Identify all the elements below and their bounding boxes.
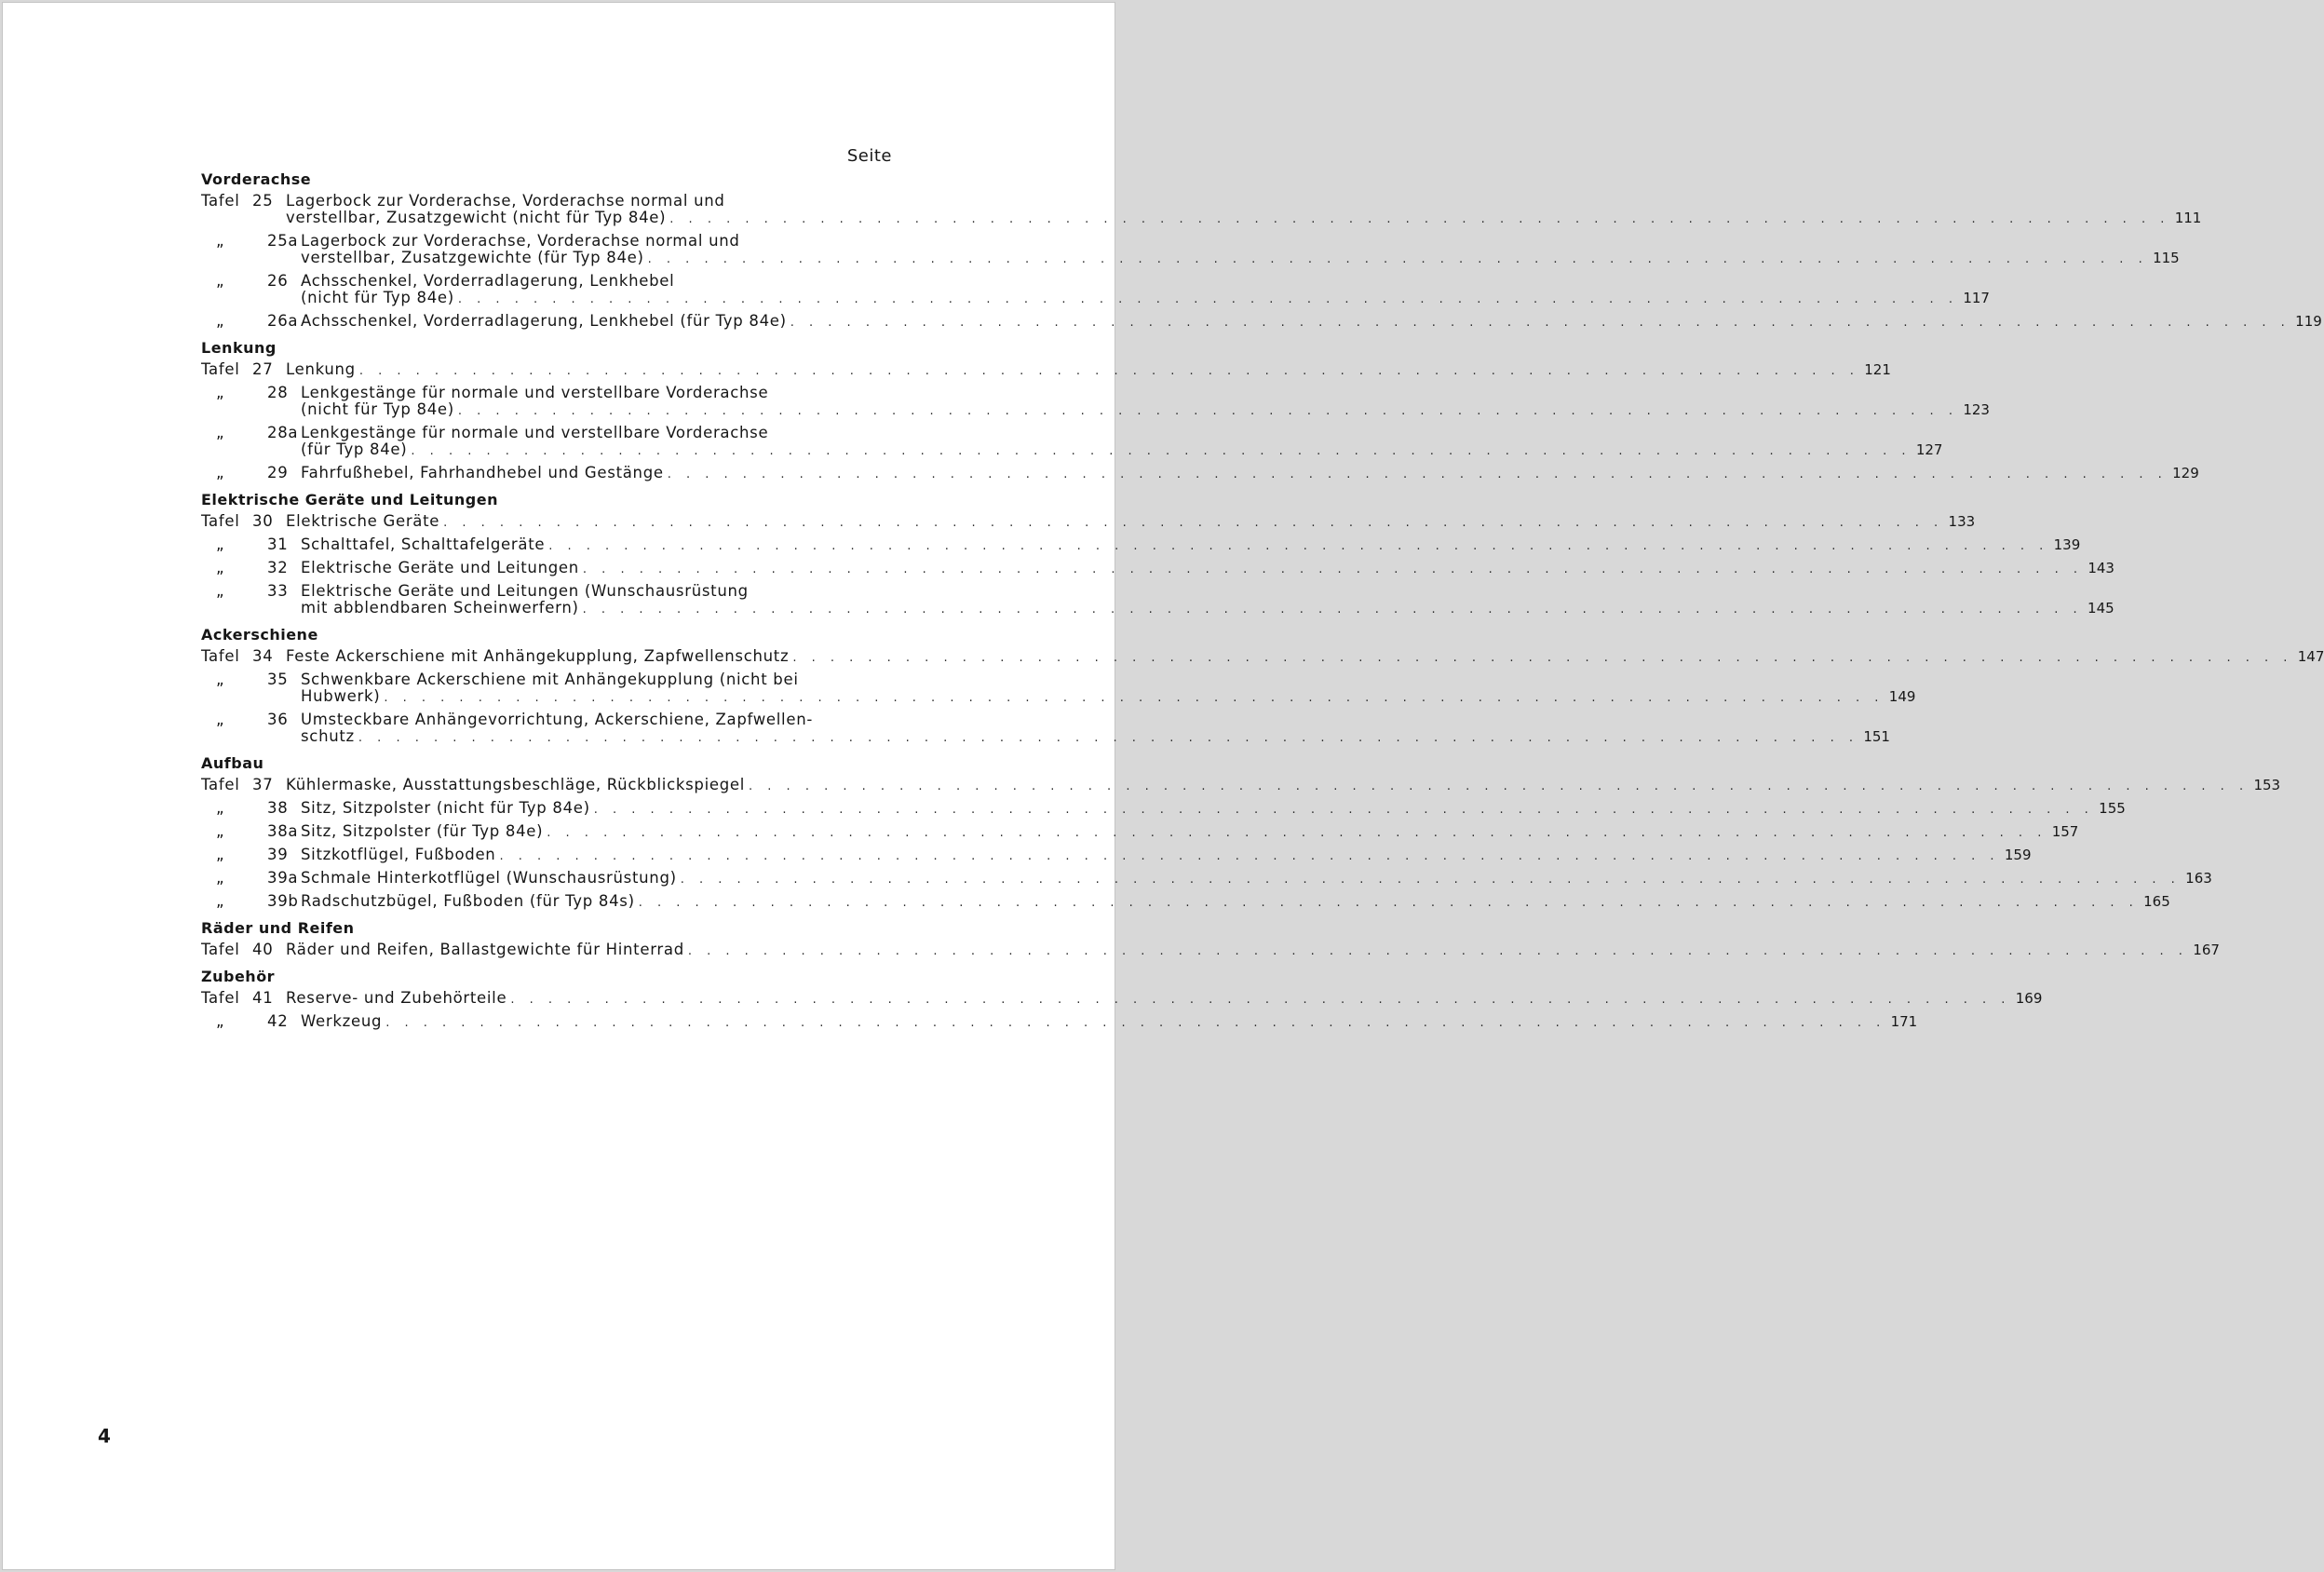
entry-line [301, 892, 2170, 912]
plate-label: „ [216, 711, 225, 728]
toc-entry [201, 512, 1976, 532]
entry-line [301, 385, 892, 401]
page-reference: 139 [2053, 536, 2081, 553]
entry-text: Sitzkotflügel, Fußboden [301, 846, 496, 863]
entry-line [301, 273, 892, 290]
page-reference: 169 [2015, 990, 2043, 1007]
page-number: 4 [98, 1425, 111, 1447]
toc-section [201, 170, 2322, 332]
entry-text: Kühlermaske, Ausstattungsbeschläge, Rückblickspiegel [286, 776, 746, 793]
toc-section [201, 919, 2220, 960]
dot-leader: . . . . . . . . . . . . . . . . . . . . . . . . . . . . . . . . . . . . . . . . . . . . . . . . . . . . . . . . . . . . . . . . . . . . . . . . . . . . . . . . [638, 896, 2139, 910]
page-reference: 151 [1863, 728, 1890, 745]
toc-entry [201, 846, 2032, 865]
plate-number: 34 [252, 647, 274, 665]
dot-leader: . . . . . . . . . . . . . . . . . . . . . . . . . . . . . . . . . . . . . . . . . . . . . . . . . . . . . . . . . . . . . . . . . . . . . . . . . . . . . . . . [384, 691, 1885, 705]
entry-description [301, 424, 1943, 460]
entry-line [301, 727, 1890, 747]
toc-entry [201, 869, 2212, 888]
entry-description [301, 464, 2199, 483]
entry-text: (nicht für Typ 84e) [301, 400, 454, 418]
page-reference: 149 [1888, 688, 1916, 705]
entry-description [301, 799, 2126, 819]
page-reference: 111 [2174, 210, 2202, 226]
dot-leader: . . . . . . . . . . . . . . . . . . . . . . . . . . . . . . . . . . . . . . . . . . . . . . . . . . . . . . . . . . . . . . . . . . . . . . . . . . . . . . . . [457, 292, 1958, 306]
page-reference: 145 [2088, 600, 2115, 617]
entry-line [301, 425, 892, 441]
entry-line [301, 559, 2115, 578]
entry-line [286, 209, 2202, 228]
entry-description [286, 989, 2043, 1009]
plate-label: „ [216, 535, 225, 553]
toc-entry [201, 424, 1943, 460]
entry-text: verstellbar, Zusatzgewicht (nicht für Typ 84e) [286, 209, 667, 226]
toc-entry [201, 272, 1990, 308]
entry-description [286, 192, 2202, 228]
toc-entry [201, 1012, 1918, 1032]
entry-description [301, 559, 2115, 578]
plate-label: Tafel [201, 192, 240, 210]
plate-label: „ [216, 312, 225, 330]
entry-text: Lenkung [286, 360, 356, 378]
page-reference: 155 [2099, 800, 2126, 817]
plate-number: 28a [267, 424, 299, 441]
entry-text: Elektrische Geräte und Leitungen [301, 559, 579, 576]
dot-leader: . . . . . . . . . . . . . . . . . . . . . . . . . . . . . . . . . . . . . . . . . . . . . . . . . . . . . . . . . . . . . . . . . . . . . . . . . . . . . . . . [499, 849, 2000, 863]
toc-entry [201, 776, 2281, 795]
plate-label: Tafel [201, 989, 240, 1007]
entry-line [301, 583, 892, 600]
entry-description [286, 360, 1891, 380]
plate-number: 39a [267, 869, 299, 887]
entry-line [301, 711, 892, 728]
entry-description [301, 582, 2115, 618]
entry-line [286, 512, 1976, 532]
entry-line [301, 535, 2081, 555]
plate-label: „ [216, 559, 225, 576]
toc-section [201, 754, 2281, 912]
entry-text: Schmale Hinterkotflügel (Wunschausrüstung) [301, 869, 677, 887]
entry-line [301, 846, 2032, 865]
entry-line [301, 289, 1990, 308]
entry-text: Räder und Reifen, Ballastgewichte für Hinterrad [286, 941, 684, 958]
plate-label: „ [216, 424, 225, 441]
plate-label: Tafel [201, 941, 240, 958]
plate-number: 31 [267, 535, 289, 553]
entry-line [301, 464, 2199, 483]
plate-label: „ [216, 272, 225, 290]
plate-number: 29 [267, 464, 289, 481]
entry-text: Lenkgestänge für normale und verstellbare Vorderachse [301, 384, 769, 401]
table-of-contents [201, 142, 2324, 1037]
plate-label: „ [216, 384, 225, 401]
dot-leader: . . . . . . . . . . . . . . . . . . . . . . . . . . . . . . . . . . . . . . . . . . . . . . . . . . . . . . . . . . . . . . . . . . . . . . . . . . . . . . . . [358, 364, 1859, 378]
toc-entry [201, 312, 2322, 332]
page-reference: 147 [2297, 648, 2324, 665]
toc-entry [201, 360, 1891, 380]
plate-number: 39b [267, 892, 299, 910]
entry-text: mit abblendbaren Scheinwerfern) [301, 599, 579, 617]
section-heading: Ackerschiene [201, 626, 318, 644]
entry-text: Umsteckbare Anhängevorrichtung, Ackerschiene, Zapfwellen- [301, 711, 814, 728]
entry-line [301, 599, 2115, 618]
dot-leader: . . . . . . . . . . . . . . . . . . . . . . . . . . . . . . . . . . . . . . . . . . . . . . . . . . . . . . . . . . . . . . . . . . . . . . . . . . . . . . . . [358, 731, 1858, 745]
page-reference: 129 [2172, 465, 2199, 481]
entry-line [301, 400, 1990, 420]
entry-line [301, 869, 2212, 888]
page-reference: 159 [2004, 847, 2032, 863]
entry-text: Achsschenkel, Vorderradlagerung, Lenkhebel (für Typ 84e) [301, 312, 787, 330]
entry-line [301, 799, 2126, 819]
entry-description [301, 1012, 1918, 1032]
entry-description [301, 869, 2212, 888]
entry-line [286, 360, 1891, 380]
entry-text: Radschutzbügel, Fußboden (für Typ 84s) [301, 892, 635, 910]
entry-text: (nicht für Typ 84e) [301, 289, 454, 306]
section-heading: Lenkung [201, 339, 277, 357]
plate-label: „ [216, 846, 225, 863]
plate-number: 39 [267, 846, 289, 863]
plate-number: 41 [252, 989, 274, 1007]
toc-entry [201, 192, 2202, 228]
dot-leader: . . . . . . . . . . . . . . . . . . . . . . . . . . . . . . . . . . . . . . . . . . . . . . . . . . . . . . . . . . . . . . . . . . . . . . . . . . . . . . . . [547, 826, 2047, 840]
page-reference: 165 [2143, 893, 2170, 910]
plate-number: 26a [267, 312, 299, 330]
entry-text: Elektrische Geräte [286, 512, 440, 530]
plate-label: „ [216, 232, 225, 250]
dot-leader: . . . . . . . . . . . . . . . . . . . . . . . . . . . . . . . . . . . . . . . . . . . . . . . . . . . . . . . . . . . . . . . . . . . . . . . . . . . . . . . . [680, 873, 2181, 887]
dot-leader: . . . . . . . . . . . . . . . . . . . . . . . . . . . . . . . . . . . . . . . . . . . . . . . . . . . . . . . . . . . . . . . . . . . . . . . . . . . . . . . . [669, 212, 2170, 226]
entry-text: Lenkgestänge für normale und verstellbare Vorderachse [301, 424, 769, 441]
toc-entry [201, 989, 2043, 1009]
dot-leader: . . . . . . . . . . . . . . . . . . . . . . . . . . . . . . . . . . . . . . . . . . . . . . . . . . . . . . . . . . . . . . . . . . . . . . . . . . . . . . . . [582, 562, 2083, 576]
entry-description [301, 535, 2081, 555]
plate-number: 42 [267, 1012, 289, 1030]
entry-text: Achsschenkel, Vorderradlagerung, Lenkhebel [301, 272, 675, 290]
plate-label: „ [216, 582, 225, 600]
entry-text: (für Typ 84e) [301, 440, 408, 458]
toc-entry [201, 464, 2199, 483]
entry-line [286, 193, 892, 210]
plate-number: 25 [252, 192, 274, 210]
section-heading: Zubehör [201, 968, 276, 985]
toc-entry [201, 647, 2324, 667]
plate-label: Tafel [201, 512, 240, 530]
dot-leader: . . . . . . . . . . . . . . . . . . . . . . . . . . . . . . . . . . . . . . . . . . . . . . . . . . . . . . . . . . . . . . . . . . . . . . . . . . . . . . . . [667, 468, 2168, 481]
entry-line [301, 312, 2322, 332]
dot-leader: . . . . . . . . . . . . . . . . . . . . . . . . . . . . . . . . . . . . . . . . . . . . . . . . . . . . . . . . . . . . . . . . . . . . . . . . . . . . . . . . [687, 944, 2188, 958]
entry-text: Lagerbock zur Vorderachse, Vorderachse normal und [301, 232, 740, 250]
plate-label: Tafel [201, 776, 240, 793]
dot-leader: . . . . . . . . . . . . . . . . . . . . . . . . . . . . . . . . . . . . . . . . . . . . . . . . . . . . . . . . . . . . . . . . . . . . . . . . . . . . . . . . [792, 651, 2293, 665]
page-reference: 115 [2153, 250, 2180, 266]
entry-line [301, 822, 2079, 842]
dot-leader: . . . . . . . . . . . . . . . . . . . . . . . . . . . . . . . . . . . . . . . . . . . . . . . . . . . . . . . . . . . . . . . . . . . . . . . . . . . . . . . . [443, 516, 1944, 530]
dot-leader: . . . . . . . . . . . . . . . . . . . . . . . . . . . . . . . . . . . . . . . . . . . . . . . . . . . . . . . . . . . . . . . . . . . . . . . . . . . . . . . . [548, 539, 2049, 553]
dot-leader: . . . . . . . . . . . . . . . . . . . . . . . . . . . . . . . . . . . . . . . . . . . . . . . . . . . . . . . . . . . . . . . . . . . . . . . . . . . . . . . . [510, 993, 2011, 1007]
page-reference: 171 [1890, 1013, 1918, 1030]
entry-text: Schwenkbare Ackerschiene mit Anhängekupplung (nicht bei [301, 671, 799, 688]
toc-entry [201, 671, 1916, 707]
section-heading: Räder und Reifen [201, 919, 355, 937]
plate-number: 33 [267, 582, 289, 600]
plate-number: 27 [252, 360, 274, 378]
dot-leader: . . . . . . . . . . . . . . . . . . . . . . . . . . . . . . . . . . . . . . . . . . . . . . . . . . . . . . . . . . . . . . . . . . . . . . . . . . . . . . . . [790, 316, 2290, 330]
dot-leader: . . . . . . . . . . . . . . . . . . . . . . . . . . . . . . . . . . . . . . . . . . . . . . . . . . . . . . . . . . . . . . . . . . . . . . . . . . . . . . . . [411, 444, 1912, 458]
page-reference: 167 [2193, 942, 2220, 958]
entry-line [301, 1012, 1918, 1032]
page-reference: 121 [1864, 361, 1891, 378]
entry-description [301, 312, 2322, 332]
plate-label: Tafel [201, 360, 240, 378]
entry-description [301, 272, 1990, 308]
plate-label: Tafel [201, 647, 240, 665]
entry-text: Lagerbock zur Vorderachse, Vorderachse normal und [286, 192, 725, 210]
entry-line [286, 941, 2220, 960]
entry-description [286, 512, 1976, 532]
dot-leader: . . . . . . . . . . . . . . . . . . . . . . . . . . . . . . . . . . . . . . . . . . . . . . . . . . . . . . . . . . . . . . . . . . . . . . . . . . . . . . . . [749, 779, 2250, 793]
page-reference: 157 [2051, 823, 2079, 840]
section-heading: Aufbau [201, 754, 264, 772]
entry-text: Fahrfußhebel, Fahrhandhebel und Gestänge [301, 464, 664, 481]
page-reference: 163 [2185, 870, 2212, 887]
toc-entry [201, 822, 2079, 842]
toc-body [201, 170, 2324, 1032]
document-page [2, 2, 2324, 1570]
plate-number: 26 [267, 272, 289, 290]
entry-text: Reserve- und Zubehörteile [286, 989, 507, 1007]
dot-leader: . . . . . . . . . . . . . . . . . . . . . . . . . . . . . . . . . . . . . . . . . . . . . . . . . . . . . . . . . . . . . . . . . . . . . . . . . . . . . . . . [385, 1016, 1886, 1030]
entry-text: Hubwerk) [301, 687, 381, 705]
entry-description [301, 671, 1916, 707]
entry-text: Schalttafel, Schalttafelgeräte [301, 535, 546, 553]
entry-description [301, 384, 1990, 420]
plate-label: „ [216, 464, 225, 481]
toc-section [201, 339, 2199, 483]
toc-entry [201, 711, 1890, 747]
entry-text: Werkzeug [301, 1012, 383, 1030]
plate-label: „ [216, 671, 225, 688]
entry-line [301, 440, 1943, 460]
entry-line [301, 687, 1916, 707]
section-heading: Vorderachse [201, 170, 312, 188]
plate-number: 35 [267, 671, 289, 688]
entry-description [286, 776, 2281, 795]
plate-number: 36 [267, 711, 289, 728]
plate-label: „ [216, 892, 225, 910]
entry-text: Sitz, Sitzpolster (für Typ 84e) [301, 822, 544, 840]
entry-line [301, 671, 892, 688]
toc-entry [201, 232, 2180, 268]
entry-text: Elektrische Geräte und Leitungen (Wunschausrüstung [301, 582, 749, 600]
dot-leader: . . . . . . . . . . . . . . . . . . . . . . . . . . . . . . . . . . . . . . . . . . . . . . . . . . . . . . . . . . . . . . . . . . . . . . . . . . . . . . . . [457, 404, 1958, 418]
plate-label: „ [216, 1012, 225, 1030]
toc-entry [201, 799, 2126, 819]
toc-entry [201, 892, 2170, 912]
entry-text: Sitz, Sitzpolster (nicht für Typ 84e) [301, 799, 590, 817]
page-reference: 153 [2253, 777, 2281, 793]
toc-entry [201, 559, 2115, 578]
toc-section [201, 491, 2115, 618]
entry-description [286, 941, 2220, 960]
entry-line [301, 233, 892, 250]
entry-line [286, 776, 2281, 795]
plate-number: 40 [252, 941, 274, 958]
page-reference: 119 [2295, 313, 2322, 330]
entry-line [301, 249, 2180, 268]
plate-label: „ [216, 869, 225, 887]
dot-leader: . . . . . . . . . . . . . . . . . . . . . . . . . . . . . . . . . . . . . . . . . . . . . . . . . . . . . . . . . . . . . . . . . . . . . . . . . . . . . . . . [647, 252, 2148, 266]
entry-line [286, 989, 2043, 1009]
entry-description [301, 711, 1890, 747]
toc-entry [201, 941, 2220, 960]
toc-entry [201, 582, 2115, 618]
plate-number: 32 [267, 559, 289, 576]
page-reference: 127 [1915, 441, 1943, 458]
page-reference: 133 [1948, 513, 1976, 530]
plate-number: 28 [267, 384, 289, 401]
plate-label: „ [216, 799, 225, 817]
dot-leader: . . . . . . . . . . . . . . . . . . . . . . . . . . . . . . . . . . . . . . . . . . . . . . . . . . . . . . . . . . . . . . . . . . . . . . . . . . . . . . . . [593, 803, 2094, 817]
page-reference: 123 [1963, 401, 1990, 418]
entry-description [301, 232, 2180, 268]
seite-column-header: Seite [846, 146, 892, 166]
plate-number: 38a [267, 822, 299, 840]
plate-number: 37 [252, 776, 274, 793]
plate-number: 25a [267, 232, 299, 250]
toc-section [201, 626, 2324, 747]
plate-label: „ [216, 822, 225, 840]
page-reference: 143 [2088, 560, 2115, 576]
toc-section [201, 968, 2043, 1032]
page-reference: 117 [1963, 290, 1990, 306]
entry-description [301, 892, 2170, 912]
plate-number: 38 [267, 799, 289, 817]
entry-line [286, 647, 2324, 667]
plate-number: 30 [252, 512, 274, 530]
section-heading: Elektrische Geräte und Leitungen [201, 491, 498, 508]
entry-description [286, 647, 2324, 667]
entry-text: Feste Ackerschiene mit Anhängekupplung, Zapfwellenschutz [286, 647, 790, 665]
dot-leader: . . . . . . . . . . . . . . . . . . . . . . . . . . . . . . . . . . . . . . . . . . . . . . . . . . . . . . . . . . . . . . . . . . . . . . . . . . . . . . . . [582, 603, 2083, 617]
toc-entry [201, 535, 2081, 555]
toc-entry [201, 384, 1990, 420]
entry-description [301, 846, 2032, 865]
entry-text: verstellbar, Zusatzgewichte (für Typ 84e) [301, 249, 644, 266]
entry-description [301, 822, 2079, 842]
entry-text: schutz [301, 727, 355, 745]
